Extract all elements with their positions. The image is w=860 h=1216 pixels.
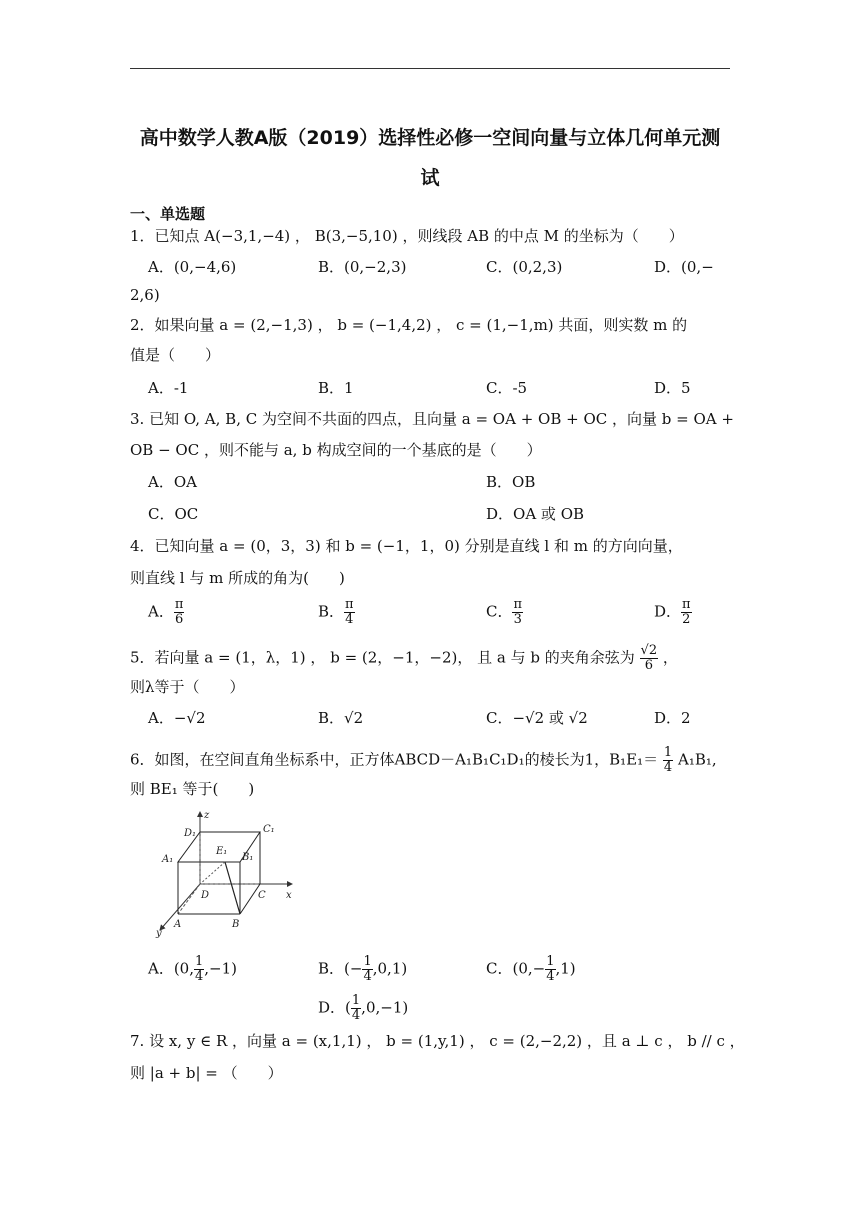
q2-option-b: B．1	[318, 379, 354, 397]
label-z: z	[204, 810, 210, 821]
q7-stem-2: 则 |a + b| = （ ）	[130, 1064, 283, 1082]
q5-stem: 5．若向量 a = (1，λ，1) ， b = (2，−1，−2)， 且 a 与 b 的夹角余弦为 $\frac{√2}{6}$ ，	[130, 643, 678, 673]
q5-option-c: C．−√2 或 √2	[486, 709, 588, 727]
q3-stem: 3. 已知 O, A, B, C 为空间不共面的四点，且向量 a = OA + OB + OC ，向量 b = OA +	[130, 410, 734, 428]
q2-stem-2: 值是（ ）	[130, 346, 221, 364]
label-d: D	[201, 890, 210, 901]
q6-stem-2: 则 BE₁ 等于( )	[130, 780, 255, 798]
label-b: B	[232, 919, 240, 930]
section-heading: 一、单选题	[130, 205, 206, 223]
q2-option-d: D．5	[654, 379, 691, 397]
q5-stem-2: 则λ等于（ ）	[130, 678, 245, 696]
title-line-2: 试	[420, 167, 440, 189]
q1-option-d-cont: 2,6)	[130, 286, 160, 304]
segment-be1	[225, 862, 240, 914]
q5-option-d: D．2	[654, 709, 691, 727]
page-title	[130, 118, 730, 198]
q1-option-b: B．(0,−2,3)	[318, 258, 407, 276]
label-c1: C₁	[263, 824, 275, 835]
q7-stem: 7. 设 x, y ∈ R ，向量 a = (x,1,1) ， b = (1,y,1) ， c = (2,−2,2) ，且 a ⊥ c ， b // c ，	[130, 1032, 745, 1050]
q3-option-d: D．OA 或 OB	[486, 505, 585, 523]
q4-option-d: D． $\frac{\pi}{2}$	[654, 597, 691, 627]
q2-option-c: C．-5	[486, 379, 528, 397]
label-a: A	[174, 919, 182, 930]
q1-option-c: C．(0,2,3)	[486, 258, 563, 276]
q4-option-a: A． $\frac{\pi}{6}$	[148, 597, 184, 627]
q5-option-b: B．√2	[318, 709, 364, 727]
title-line-1: 高中数学人教A版（2019）选择性必修一空间向量与立体几何单元测	[139, 127, 721, 149]
q2-stem: 2．如果向量 a = (2,−1,3) ， b = (−1,4,2) ， c = (1,−1,m) 共面，则实数 m 的	[130, 316, 688, 334]
q3-option-a: A．OA	[148, 473, 197, 491]
q1-stem: 1．已知点 A(−3,1,−4) ， B(3,−5,10) ，则线段 AB 的中点 M 的坐标为（ ）	[130, 227, 684, 245]
q6-option-c: C．(0,− $\frac{1}{4}$ ,1)	[486, 954, 576, 984]
q1-option-a: A．(0,−4,6)	[148, 258, 237, 276]
q3-option-b: B．OB	[486, 473, 536, 491]
cube-figure	[150, 806, 300, 940]
q4-stem: 4．已知向量 a = (0，3，3) 和 b = (−1，1，0) 分别是直线 l 和 m 的方向向量，	[130, 537, 683, 555]
q2-option-a: A．-1	[148, 379, 189, 397]
q6-option-d: D．( $\frac{1}{4}$ ,0,−1)	[318, 993, 409, 1023]
label-y: y	[156, 928, 162, 939]
q4-option-b: B． $\frac{\pi}{4}$	[318, 597, 354, 627]
q4-stem-2: 则直线 l 与 m 所成的角为( )	[130, 569, 345, 587]
q3-stem-2: OB − OC ，则不能与 a, b 构成空间的一个基底的是（ ）	[130, 441, 542, 459]
q6-option-b: B．(− $\frac{1}{4}$ ,0,1)	[318, 954, 408, 984]
q4-option-c: C． $\frac{\pi}{3}$	[486, 597, 523, 627]
q1-option-d: D．(0,−	[654, 258, 714, 276]
header-rule	[130, 68, 730, 69]
label-d1: D₁	[184, 828, 197, 839]
q6-stem: 6．如图，在空间直角坐标系中，正方体ABCD－A₁B₁C₁D₁的棱长为1，B₁E₁＝ $\frac{1}{4}$ A₁B₁,	[130, 745, 717, 775]
label-a1: A₁	[162, 854, 174, 865]
q6-option-a: A．(0, $\frac{1}{4}$ ,−1)	[148, 954, 238, 984]
q5-option-a: A．−√2	[148, 709, 206, 727]
label-e1: E₁	[216, 846, 228, 857]
q3-option-c: C．OC	[148, 505, 199, 523]
label-x: x	[286, 890, 292, 901]
label-b1: B₁	[242, 852, 254, 863]
label-c: C	[258, 890, 266, 901]
